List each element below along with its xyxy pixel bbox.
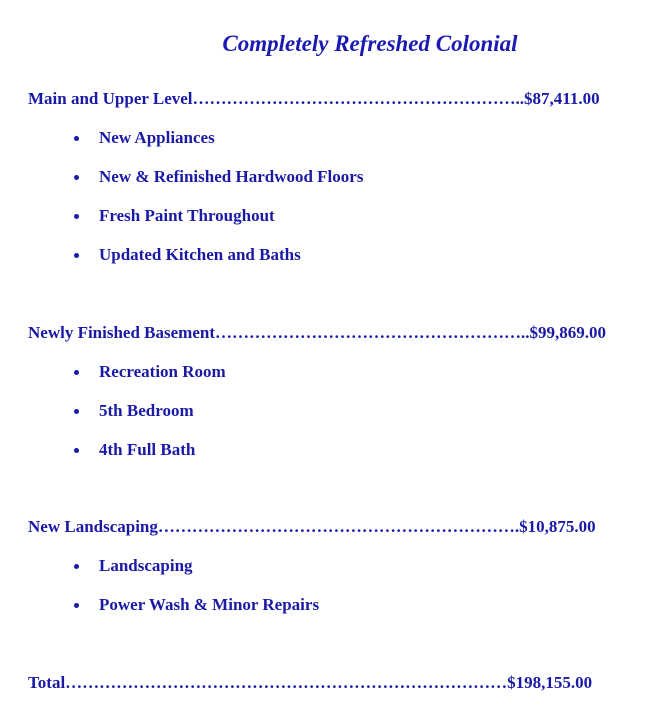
- total-amount: $198,155.00: [507, 673, 593, 692]
- document-title: Completely Refreshed Colonial: [222, 31, 518, 56]
- bullet-icon: [74, 564, 79, 569]
- list-item: Recreation Room: [99, 362, 226, 382]
- section-label: Main and Upper Level: [28, 89, 193, 108]
- total-line: [28, 673, 592, 693]
- bullet-icon: [74, 370, 79, 375]
- list-item: 5th Bedroom: [99, 401, 194, 421]
- list-item: Power Wash & Minor Repairs: [99, 595, 319, 615]
- list-item: New Appliances: [99, 128, 215, 148]
- section-amount: .$99,869.00: [525, 323, 606, 342]
- section-basement-line: [28, 323, 606, 343]
- section-amount: .$87,411.00: [519, 89, 600, 108]
- section-landscaping-line: [28, 517, 596, 537]
- bullet-icon: [74, 175, 79, 180]
- list-item: New & Refinished Hardwood Floors: [99, 167, 363, 187]
- leader-dots: ………………………………………………….: [192, 89, 520, 108]
- bullet-icon: [74, 603, 79, 608]
- section-amount: .$10,875.00: [514, 517, 596, 536]
- leader-dots: ……………………………………………………………………: [65, 673, 508, 692]
- section-label: New Landscaping: [28, 517, 158, 536]
- bullet-icon: [74, 253, 79, 258]
- bullet-icon: [74, 214, 79, 219]
- total-label: Total: [28, 673, 66, 692]
- bullet-icon: [74, 136, 79, 141]
- list-item: 4th Full Bath: [99, 440, 195, 460]
- list-item: Updated Kitchen and Baths: [99, 245, 301, 265]
- list-item: Fresh Paint Throughout: [99, 206, 275, 226]
- leader-dots: ………………………………………………………: [157, 517, 515, 536]
- bullet-icon: [74, 448, 79, 453]
- leader-dots: ……………………………………………….: [215, 323, 526, 342]
- list-item: Landscaping: [99, 556, 193, 576]
- bullet-icon: [74, 409, 79, 414]
- section-label: Newly Finished Basement: [28, 323, 215, 342]
- section-main-upper-line: [28, 89, 600, 109]
